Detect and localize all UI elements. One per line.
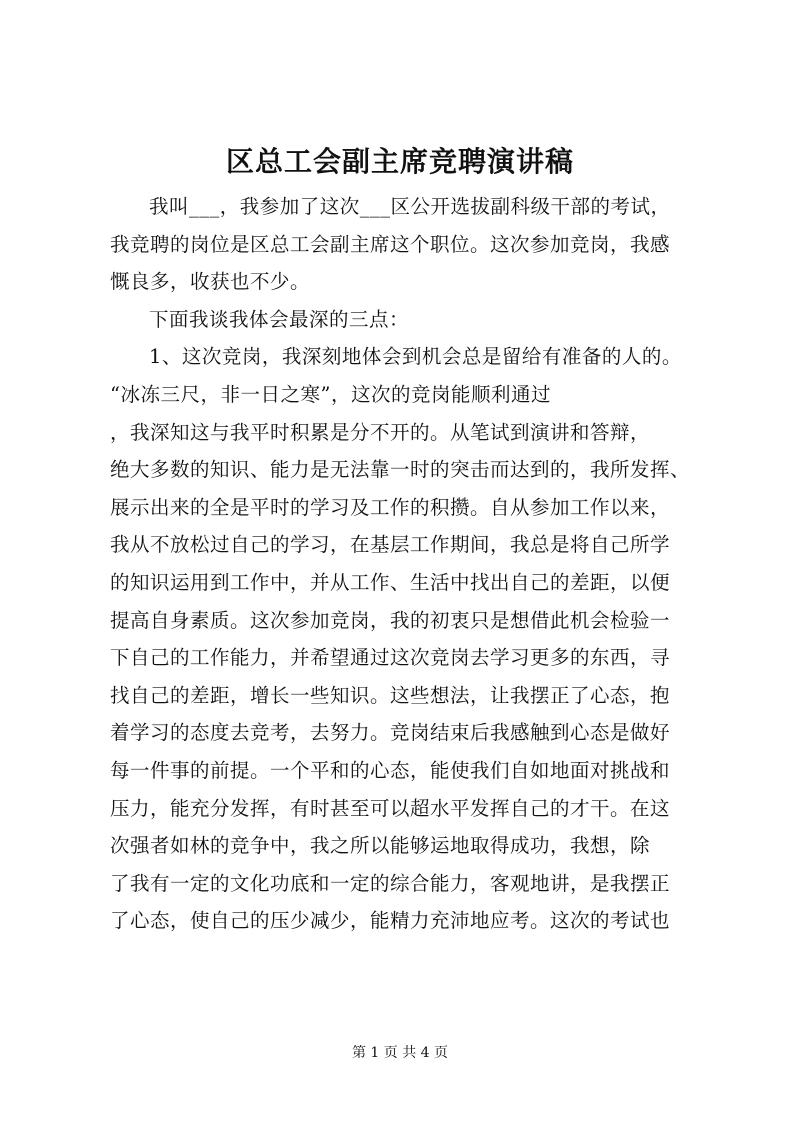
text-line: 了我有一定的文化功底和一定的综合能力，客观地讲，是我摆正 — [110, 871, 671, 895]
text-line: “冰冻三尺，非一日之寒”，这次的竞岗能顺利通过 — [110, 382, 551, 406]
text-line: 找自己的差距，增长一些知识。这些想法，让我摆正了心态，抱 — [110, 683, 671, 707]
text-line: ，我深知这与我平时积累是分不开的。从笔试到演讲和答辩， — [110, 420, 651, 444]
text-line: 绝大多数的知识、能力是无法靠一时的突击而达到的，我所发挥、 — [110, 458, 691, 482]
document-body — [110, 188, 702, 940]
document-title: 区总工会副主席竞聘演讲稿 — [225, 145, 574, 178]
text-line: 了心态，使自己的压少减少，能精力充沛地应考。这次的考试也 — [110, 909, 671, 933]
text-line: 压力，能充分发挥，有时甚至可以超水平发挥自己的才干。在这 — [110, 796, 671, 820]
text-line: 我竞聘的岗位是区总工会副主席这个职位。这次参加竞岗，我感 — [110, 232, 671, 256]
text-line: 着学习的态度去竞考，去努力。竞岗结束后我感触到心态是做好 — [110, 721, 671, 745]
text-line: 展示出来的全是平时的学习及工作的积攒。自从参加工作以来， — [110, 495, 671, 519]
text-line: 慨良多，收获也不少。 — [110, 270, 311, 294]
text-line: 次强者如林的竞争中，我之所以能够运地取得成功，我想，除 — [110, 834, 651, 858]
text-line: 我叫___，我参加了这次___区公开选拔副科级干部的考试， — [149, 195, 671, 218]
text-line: 每一件事的前提。一个平和的心态，能使我们自如地面对挑战和 — [110, 758, 671, 782]
text-line: 提高自身素质。这次参加竞岗，我的初衷只是想借此机会检验一 — [110, 608, 671, 632]
page-footer: 第 1 页 共 4 页 — [351, 1045, 449, 1061]
text-line: 的知识运用到工作中，并从工作、生活中找出自己的差距，以便 — [110, 570, 671, 594]
text-line: 下自己的工作能力，并希望通过这次竞岗去学习更多的东西，寻 — [110, 646, 671, 670]
text-line: 下面我谈我体会最深的三点： — [149, 307, 410, 331]
text-line: 1、这次竞岗，我深刻地体会到机会总是留给有准备的人的。 — [149, 345, 682, 369]
text-line: 我从不放松过自己的学习，在基层工作期间，我总是将自己所学 — [110, 533, 671, 557]
